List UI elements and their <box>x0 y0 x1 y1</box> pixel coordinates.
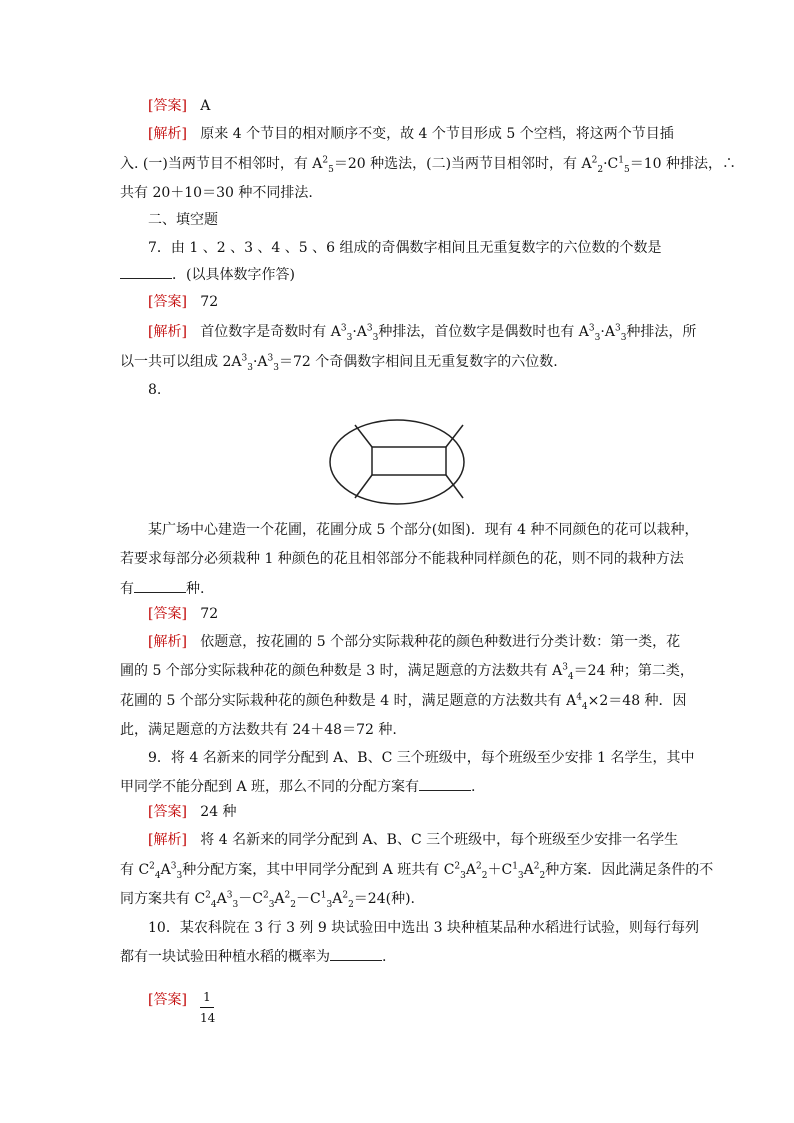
sup: 2 <box>454 861 461 872</box>
text: ＝72 个奇偶数字相间且无重复数字的六位数. <box>278 354 558 370</box>
text: 种排法，所 <box>626 324 697 340</box>
answer-blank <box>120 264 172 279</box>
garden-diagram <box>328 418 466 506</box>
sup: 3 <box>267 353 274 364</box>
text: ．(以具体数字作答) <box>172 267 295 283</box>
text: 花圃的 5 个部分实际栽种花的颜色种数是 4 时，满足题意的方法数共有 A <box>120 693 577 709</box>
question-7-line-1: 7．由 1 、2 、3 、4 、5 、6 组成的奇偶数字相间且无重复数字的六位数的个数是 <box>148 240 662 256</box>
analysis-line-6-3: 共有 20＋10＝30 种不同排法. <box>120 185 313 201</box>
text: A <box>274 891 285 907</box>
answer-value: 72 <box>200 606 219 622</box>
question-7-line-2 <box>120 264 295 285</box>
question-8-line-2: 若要求每部分必须栽种 1 种颜色的花且相邻部分不能栽种同样颜色的花，则不同的栽种方法 <box>120 551 684 567</box>
sub: 4 <box>210 899 217 910</box>
text: A <box>216 891 227 907</box>
answer-line-9 <box>148 802 237 822</box>
question-9-line-2 <box>120 776 475 797</box>
analysis-line-6-1 <box>148 124 674 144</box>
text: 有 <box>120 581 134 597</box>
sup: 2 <box>342 890 349 901</box>
answer-tag: [答案] <box>148 606 187 622</box>
analysis-text: 原来 4 个节目的相对顺序不变，故 4 个节目形成 5 个空档，将这两个节目插 <box>200 126 674 142</box>
text: 圃的 5 个部分实际栽种花的颜色种数是 3 时，满足题意的方法数共有 A <box>120 663 563 679</box>
text: ＝10 种排法，∴ <box>629 156 736 172</box>
sub: 5 <box>623 164 630 175</box>
analysis-line-8-4: 此，满足题意的方法数共有 24＋48＝72 种. <box>120 722 397 738</box>
answer-value: A <box>200 98 211 114</box>
text: －C <box>296 891 321 907</box>
answer-line-7 <box>148 292 218 312</box>
question-8-number: 8. <box>148 382 162 398</box>
text: 同方案共有 C <box>120 891 206 907</box>
answer-line-10 <box>148 990 187 1010</box>
text: ×2＝48 种．因 <box>587 693 687 709</box>
sub: 3 <box>517 870 524 881</box>
analysis-line-9-1 <box>148 830 678 850</box>
sub: 3 <box>176 870 183 881</box>
sub: 3 <box>268 899 275 910</box>
garden-divider <box>355 475 372 498</box>
analysis-tag: [解析] <box>148 126 187 142</box>
answer-tag: [答案] <box>148 992 187 1008</box>
text: 入. (一)当两节目不相邻时，有 A <box>120 156 323 172</box>
sub: 3 <box>247 362 253 373</box>
question-10-line-1: 10．某农科院在 3 行 3 列 9 块试验田中选出 3 块种植某品种水稻进行试验，则每行每列 <box>148 920 700 936</box>
text: 种分配方案，其中甲同学分配到 A 班共有 C <box>182 862 455 878</box>
question-8-line-1: 某广场中心建造一个花圃，花圃分成 5 个部分(如图)．现有 4 种不同颜色的花可以栽种， <box>148 522 699 538</box>
sub: 2 <box>348 899 354 910</box>
sup: 2 <box>149 861 155 872</box>
garden-outer-ellipse <box>330 420 464 504</box>
garden-center-rect <box>372 447 446 475</box>
sup: 3 <box>614 323 621 334</box>
analysis-tag: [解析] <box>148 324 187 340</box>
garden-divider <box>446 475 463 498</box>
text: 甲同学不能分配到 A 班，那么不同的分配方案有 <box>120 779 420 795</box>
sub: 3 <box>460 870 466 881</box>
sup: 2 <box>205 890 211 901</box>
analysis-line-9-3 <box>120 889 415 909</box>
sup: 2 <box>322 155 329 166</box>
answer-line-6 <box>148 96 210 116</box>
text: ＝24(种). <box>353 891 415 907</box>
sub: 3 <box>326 899 333 910</box>
sup: 3 <box>562 662 568 673</box>
text: A <box>332 891 343 907</box>
sup: 2 <box>533 861 540 872</box>
sup: 3 <box>241 353 248 364</box>
text: ·A <box>252 354 268 370</box>
sup: 1 <box>618 155 624 166</box>
analysis-line-7-1 <box>148 322 696 342</box>
section-heading: 二、填空题 <box>148 212 218 228</box>
analysis-tag: [解析] <box>148 832 187 848</box>
sub: 3 <box>620 332 627 343</box>
text: 首位数字是奇数时有 A <box>200 324 341 340</box>
question-8-line-3 <box>120 578 204 599</box>
sup: 2 <box>591 155 598 166</box>
text: 种方案．因此满足条件的不 <box>545 862 714 878</box>
sup: 1 <box>512 861 518 872</box>
text: ·A <box>600 324 615 340</box>
analysis-tag: [解析] <box>148 634 187 650</box>
fraction-bar <box>200 1007 214 1008</box>
sub: 2 <box>290 899 297 910</box>
analysis-line-8-3 <box>120 691 687 711</box>
text: . <box>471 779 476 795</box>
text: ·C <box>603 156 619 172</box>
text: 有 C <box>120 862 150 878</box>
sup: 3 <box>340 323 347 334</box>
text: 种排法，首位数字是偶数时也有 A <box>378 324 589 340</box>
answer-value: 72 <box>200 294 219 310</box>
sup: 3 <box>170 861 177 872</box>
answer-tag: [答案] <box>148 294 187 310</box>
text: 以一共可以组成 2A <box>120 354 242 370</box>
text: －C <box>238 891 263 907</box>
fraction-denominator: 14 <box>200 1011 216 1025</box>
sub: 4 <box>154 870 161 881</box>
analysis-line-8-2 <box>120 661 694 681</box>
sup: 3 <box>226 890 233 901</box>
sub: 3 <box>232 899 239 910</box>
text: ＝20 种选法，(二)当两节目相邻时，有 A <box>333 156 592 172</box>
sub: 2 <box>597 164 604 175</box>
garden-divider <box>355 425 372 447</box>
sub: 2 <box>481 870 488 881</box>
answer-blank <box>419 776 471 791</box>
sub: 2 <box>539 870 546 881</box>
answer-blank <box>134 578 186 593</box>
sup: 4 <box>576 692 582 703</box>
text: 将 4 名新来的同学分配到 A、B、C 三个班级中，每个班级至少安排一名学生 <box>200 832 679 848</box>
sup: 2 <box>262 890 269 901</box>
text: ＝24 种；第二类， <box>573 663 694 679</box>
question-9-line-1: 9．将 4 名新来的同学分配到 A、B、C 三个班级中，每个班级至少安排 1 名学生，其中 <box>148 750 695 766</box>
sub: 3 <box>372 332 379 343</box>
text: ＋C <box>487 862 513 878</box>
analysis-line-6-2 <box>120 154 736 174</box>
text: A <box>523 862 534 878</box>
fraction-numerator: 1 <box>203 990 211 1004</box>
text: A <box>160 862 171 878</box>
question-10-line-2 <box>120 946 386 967</box>
sub: 4 <box>581 701 588 712</box>
sup: 1 <box>320 890 327 901</box>
text: 种. <box>186 581 205 597</box>
text: 都有一块试验田种植水稻的概率为 <box>120 949 330 965</box>
analysis-line-7-2 <box>120 352 558 372</box>
answer-tag: [答案] <box>148 98 187 114</box>
text: . <box>382 949 387 965</box>
analysis-line-9-2 <box>120 860 713 880</box>
sub: 3 <box>273 362 279 373</box>
sub: 3 <box>594 332 601 343</box>
text: 依题意，按花圃的 5 个部分实际栽种花的颜色种数进行分类计数：第一类，花 <box>200 634 681 650</box>
text: ·A <box>352 324 367 340</box>
analysis-line-8-1 <box>148 632 680 652</box>
sub: 3 <box>346 332 353 343</box>
answer-line-8 <box>148 604 218 624</box>
sup: 3 <box>588 323 595 334</box>
sub: 4 <box>567 671 574 682</box>
text: A <box>465 862 476 878</box>
sup: 3 <box>366 323 373 334</box>
answer-tag: [答案] <box>148 804 187 820</box>
sup: 2 <box>476 861 482 872</box>
answer-value: 24 种 <box>200 804 237 820</box>
answer-fraction <box>200 990 214 1025</box>
answer-blank <box>330 946 382 961</box>
sup: 2 <box>284 890 291 901</box>
sub: 5 <box>328 164 334 175</box>
